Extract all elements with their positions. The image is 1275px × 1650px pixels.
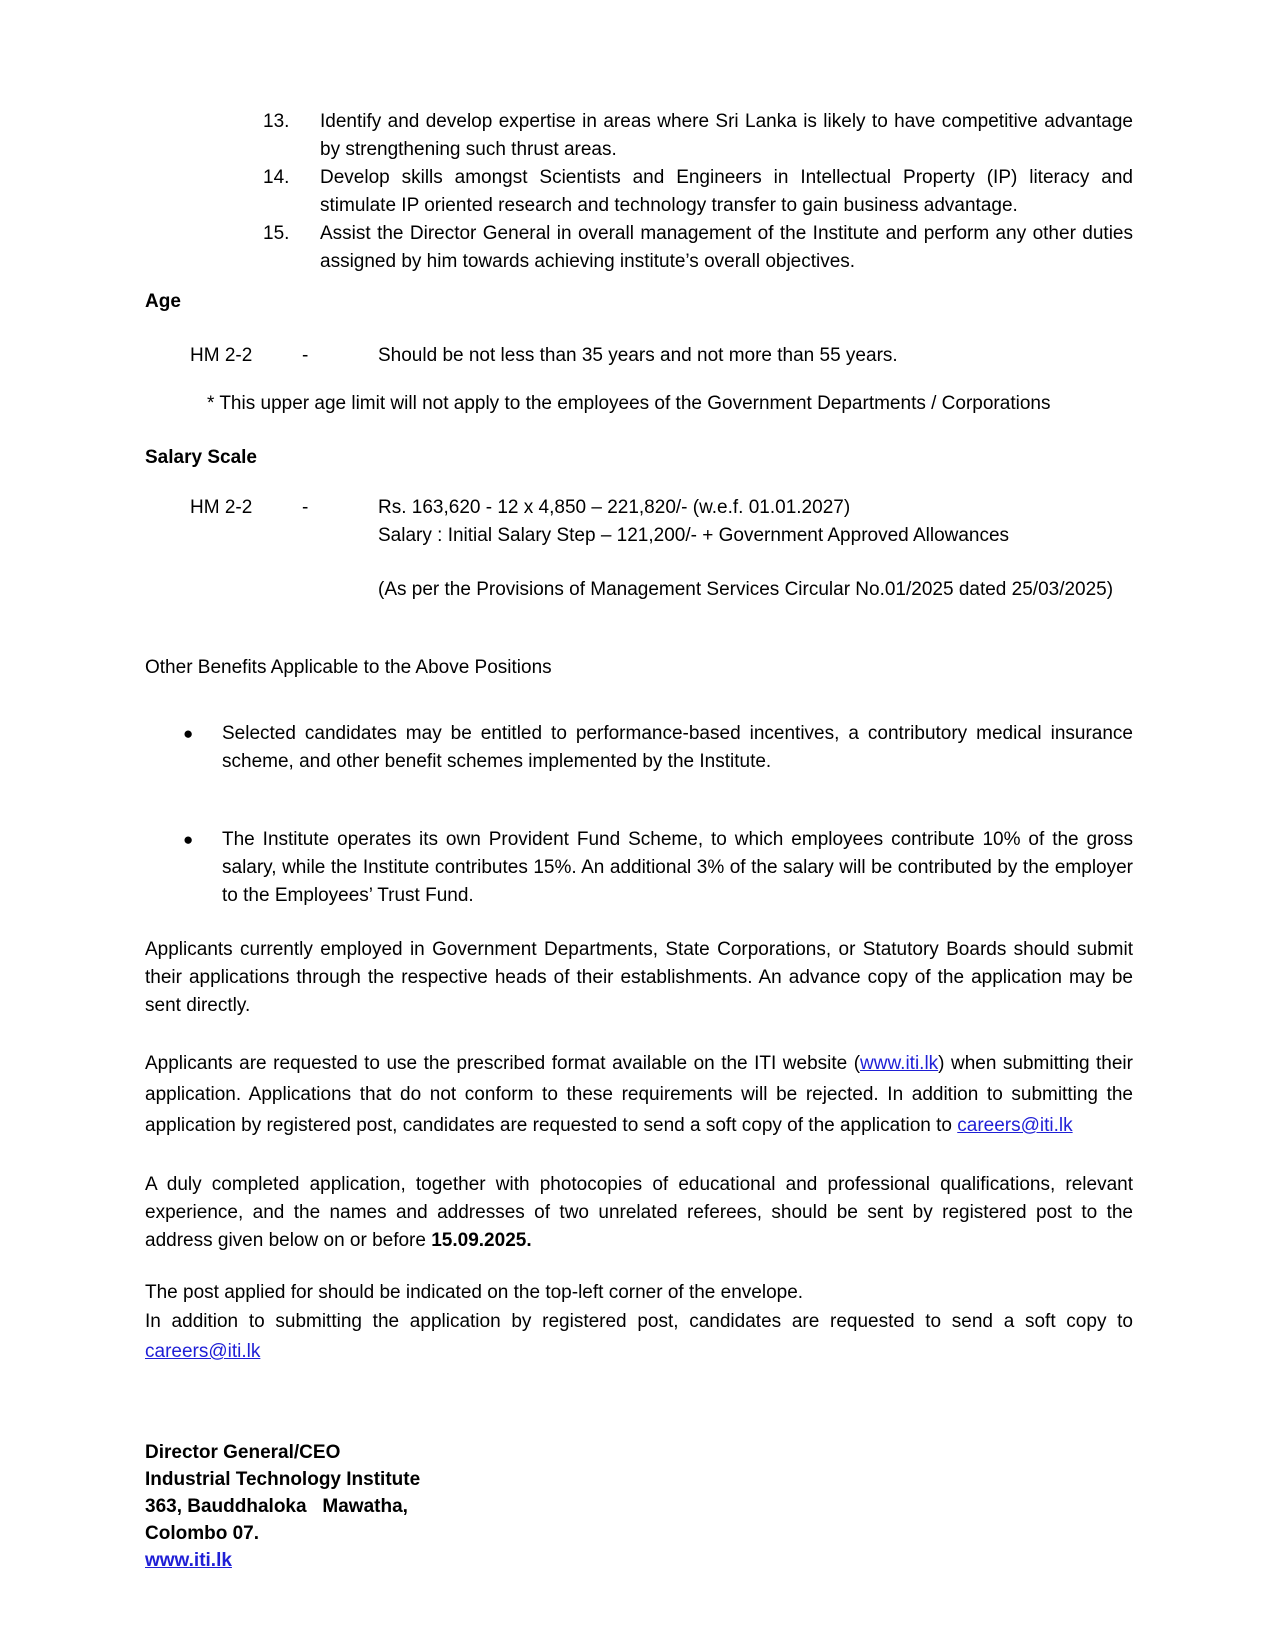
benefit-text: Selected candidates may be entitled to performance-based incentives, a contributory medical insurance scheme, and other benefit schemes implemented by the Institute. bbox=[222, 723, 1133, 772]
list-item bbox=[145, 164, 1133, 220]
paragraph-text: Applicants are requested to use the prescribed format available on the ITI website ( bbox=[145, 1053, 861, 1074]
age-rule-text: Should be not less than 35 years and not more than 55 years. bbox=[378, 345, 898, 366]
salary-scale-value: Rs. 163,620 - 12 x 4,850 – 221,820/- (w.e.f. 01.01.2027) bbox=[378, 497, 851, 518]
institute-name: Industrial Technology Institute bbox=[145, 1469, 421, 1490]
signature-address-block bbox=[145, 1439, 1133, 1574]
list-item-text: Assist the Director General in overall management of the Institute and perform any other duties assigned by him towards achieving institute’s overall objectives. bbox=[320, 223, 1133, 272]
paragraph-application-format bbox=[145, 1048, 1133, 1141]
benefit-bullet-item bbox=[183, 826, 1133, 910]
age-grade-row bbox=[190, 342, 1133, 370]
salary-circular-reference: (As per the Provisions of Management Services Circular No.01/2025 dated 25/03/2025) bbox=[378, 579, 1114, 600]
street-address: 363, Bauddhaloka Mawatha, bbox=[145, 1496, 408, 1517]
careers-email-link[interactable]: careers@iti.lk bbox=[957, 1115, 1073, 1136]
age-heading: Age bbox=[145, 291, 181, 312]
bullet-icon: ● bbox=[183, 724, 194, 743]
iti-website-link[interactable]: www.iti.lk bbox=[860, 1053, 939, 1074]
paragraph-text: ) when submitting their application. Applications that do not conform to these requirements will be rejected. In addition to submitting the application by registered post, candidates are requested to send a soft copy of the application to bbox=[145, 1053, 1133, 1136]
dash-separator: - bbox=[302, 497, 309, 518]
paragraph-soft-copy bbox=[145, 1307, 1133, 1367]
bullet-icon: ● bbox=[183, 830, 194, 849]
list-item-number: 13. bbox=[263, 111, 290, 132]
grade-label: HM 2-2 bbox=[190, 497, 253, 518]
deadline-date: 15.09.2025. bbox=[431, 1230, 532, 1251]
age-note: * This upper age limit will not apply to the employees of the Government Departments / Corporations bbox=[207, 393, 1051, 414]
signatory-title: Director General/CEO bbox=[145, 1442, 341, 1463]
list-item bbox=[145, 108, 1133, 164]
duties-list bbox=[145, 108, 1133, 276]
paragraph-envelope-instruction: The post applied for should be indicated on the top-left corner of the envelope. bbox=[145, 1282, 804, 1303]
footer-website-link[interactable]: www.iti.lk bbox=[145, 1550, 232, 1571]
list-item-number: 14. bbox=[263, 167, 290, 188]
dash-separator: - bbox=[302, 345, 309, 366]
paragraph-government-applicants: Applicants currently employed in Government Departments, State Corporations, or Statutory Boards should submit their applications through the respective heads of their establishments. An advance copy of the application may be sent directly. bbox=[145, 939, 1133, 1016]
grade-label: HM 2-2 bbox=[190, 345, 253, 366]
salary-initial-step: Salary : Initial Salary Step – 121,200/- + Government Approved Allowances bbox=[378, 525, 1010, 546]
benefit-text: The Institute operates its own Provident Fund Scheme, to which employees contribute 10% of the gross salary, while the Institute contributes 15%. An additional 3% of the salary will be contributed by the employer to the Employees’ Trust Fund. bbox=[222, 829, 1133, 906]
salary-scale-heading: Salary Scale bbox=[145, 447, 257, 468]
paragraph-text: A duly completed application, together with photocopies of educational and professional qualifications, relevant experience, and the names and addresses of two unrelated referees, should be sent by registered post to the address given below on or before bbox=[145, 1174, 1133, 1251]
careers-email-link[interactable]: careers@iti.lk bbox=[145, 1341, 261, 1362]
benefit-bullet-item bbox=[183, 720, 1133, 776]
benefits-heading: Other Benefits Applicable to the Above Positions bbox=[145, 657, 552, 678]
list-item-number: 15. bbox=[263, 223, 290, 244]
list-item-text: Develop skills amongst Scientists and Engineers in Intellectual Property (IP) literacy and stimulate IP oriented research and technology transfer to gain business advantage. bbox=[320, 167, 1133, 216]
salary-grade-row bbox=[190, 494, 1133, 550]
list-item bbox=[145, 220, 1133, 276]
list-item-text: Identify and develop expertise in areas where Sri Lanka is likely to have competitive advantage by strengthening such thrust areas. bbox=[320, 111, 1133, 160]
city-line: Colombo 07. bbox=[145, 1523, 260, 1544]
paragraph-submission-deadline bbox=[145, 1171, 1133, 1255]
salary-scale-lines bbox=[378, 494, 1133, 550]
paragraph-text: In addition to submitting the application by registered post, candidates are requested to send a soft copy to bbox=[145, 1311, 1133, 1332]
